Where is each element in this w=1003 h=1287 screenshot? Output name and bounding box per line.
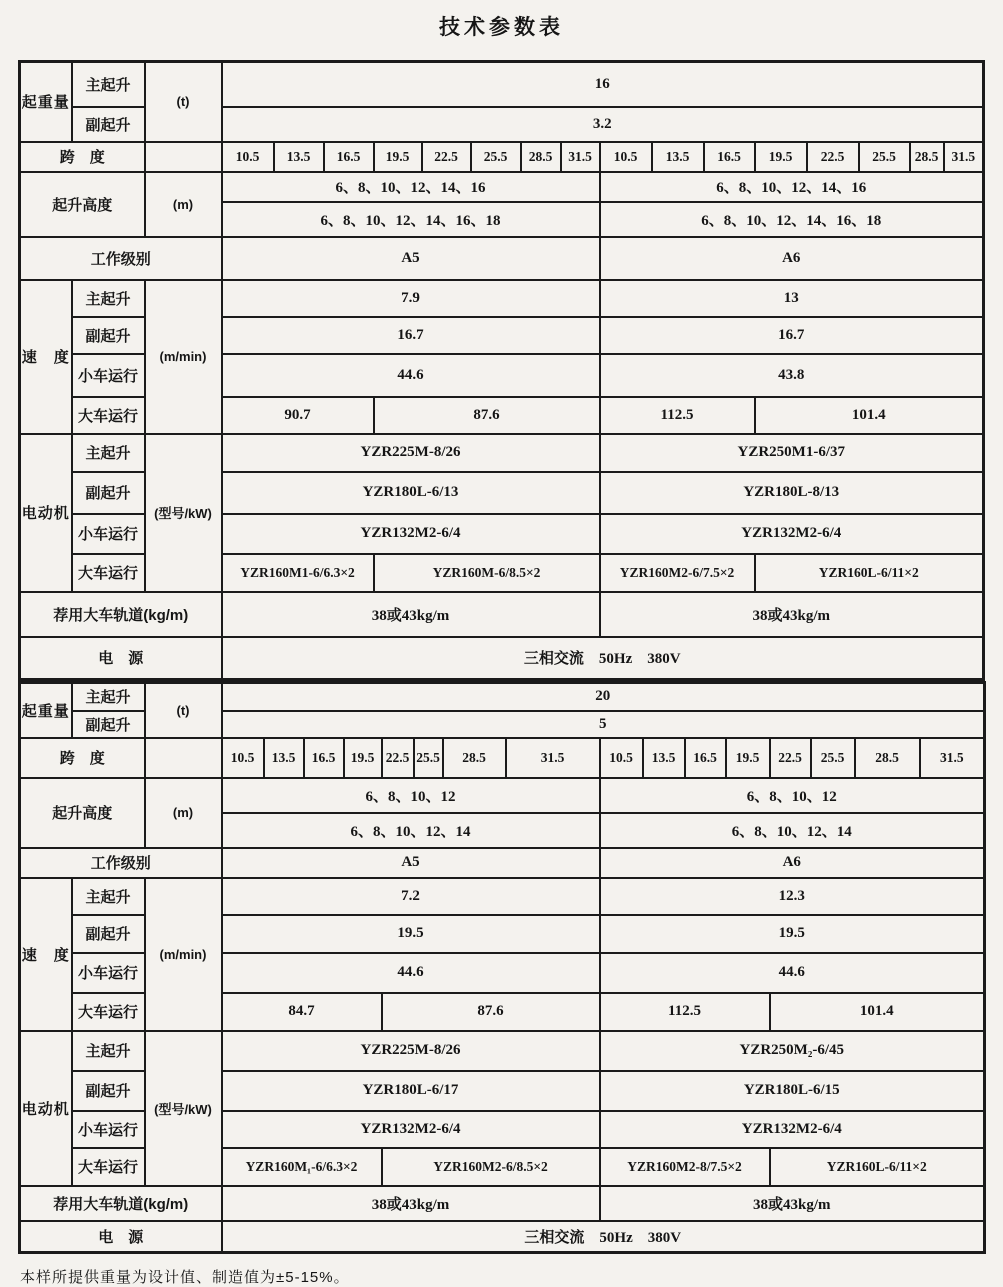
span-value-cell: 16.5 <box>304 738 344 778</box>
span-value-cell: 22.5 <box>422 142 471 172</box>
motor-value: YZR250M1-6/37 <box>600 434 984 472</box>
motor-value: YZR132M2-6/4 <box>600 514 984 554</box>
power-value: 三相交流 50Hz 380V <box>222 1221 985 1253</box>
trolley-travel-label: 小车运行 <box>72 354 145 397</box>
rail-value: 38或43kg/m <box>600 1186 985 1221</box>
span-value-cell: 31.5 <box>944 142 984 172</box>
trolley-travel-label: 小车运行 <box>72 1111 145 1148</box>
rail-value: 38或43kg/m <box>222 592 600 637</box>
motor-value: YZR160M2-8/7.5×2 <box>600 1148 770 1186</box>
lift-height-label: 起升高度 <box>20 172 145 237</box>
span-value-cell: 10.5 <box>222 738 264 778</box>
span-value-cell: 25.5 <box>859 142 910 172</box>
motor-value: YZR160M1-6/6.3×2 <box>222 554 374 592</box>
unit-model-kw-label: (型号/kW) <box>145 434 222 592</box>
crane-travel-label: 大车运行 <box>72 554 145 592</box>
duty-class-value: A5 <box>222 848 600 878</box>
rail-label: 荐用大车轨道(kg/m) <box>20 1186 222 1221</box>
power-label: 电 源 <box>20 637 222 680</box>
motor-value: YZR160M2-6/7.5×2 <box>600 554 755 592</box>
speed-value: 44.6 <box>222 953 600 993</box>
footer-note: 本样所提供重量为设计值、制造值为±5-15%。 <box>20 1269 350 1286</box>
span-value-cell: 28.5 <box>855 738 920 778</box>
speed-group-label: 速 度 <box>20 878 72 1031</box>
span-value-cell: 25.5 <box>811 738 855 778</box>
span-unit-cell <box>145 738 222 778</box>
duty-class-value: A6 <box>600 848 985 878</box>
unit-model-kw-label: (型号/kW) <box>145 1031 222 1186</box>
lift-height-values: 6、8、10、12、14、16、18 <box>222 202 600 237</box>
span-value-cell: 16.5 <box>704 142 755 172</box>
aux-hoist-label: 副起升 <box>72 915 145 953</box>
unit-m-label: (m) <box>145 172 222 237</box>
span-label: 跨 度 <box>20 142 145 172</box>
lift-height-values: 6、8、10、12、14、16 <box>222 172 600 202</box>
span-value-cell: 13.5 <box>264 738 304 778</box>
lift-height-label: 起升高度 <box>20 778 145 848</box>
table-row <box>20 592 984 637</box>
speed-value: 112.5 <box>600 397 755 434</box>
span-value-cell: 13.5 <box>643 738 685 778</box>
main-capacity-value: 16 <box>222 62 984 107</box>
span-value-cell: 13.5 <box>652 142 704 172</box>
span-value-cell: 31.5 <box>920 738 985 778</box>
span-value-cell: 10.5 <box>222 142 274 172</box>
main-hoist-label: 主起升 <box>72 62 145 107</box>
duty-class-label: 工作级别 <box>20 848 222 878</box>
table-row <box>20 1186 985 1221</box>
table-row <box>20 878 985 915</box>
lift-height-values: 6、8、10、12、14 <box>222 813 600 848</box>
span-value-cell: 19.5 <box>726 738 770 778</box>
span-value-cell: 13.5 <box>274 142 324 172</box>
speed-value: 16.7 <box>600 317 984 354</box>
table-row <box>20 434 984 472</box>
table-row <box>20 142 984 172</box>
table-row <box>20 280 984 317</box>
span-value-cell: 25.5 <box>471 142 521 172</box>
aux-hoist-label: 副起升 <box>72 317 145 354</box>
lift-height-values: 6、8、10、12 <box>600 778 985 813</box>
unit-m-min-label: (m/min) <box>145 280 222 434</box>
motor-value: YZR180L-6/13 <box>222 472 600 514</box>
span-value-cell: 31.5 <box>561 142 600 172</box>
aux-hoist-label: 副起升 <box>72 711 145 738</box>
speed-value: 19.5 <box>600 915 985 953</box>
motor-value: YZR250M₂-6/45 <box>600 1031 985 1071</box>
rail-value: 38或43kg/m <box>222 1186 600 1221</box>
unit-t-label: (t) <box>145 683 222 738</box>
aux-capacity-value: 5 <box>222 711 985 738</box>
main-hoist-label: 主起升 <box>72 683 145 711</box>
span-value-cell: 19.5 <box>374 142 422 172</box>
motor-value: YZR132M2-6/4 <box>222 1111 600 1148</box>
lift-height-values: 6、8、10、12 <box>222 778 600 813</box>
speed-value: 87.6 <box>374 397 600 434</box>
lift-height-values: 6、8、10、12、14、16、18 <box>600 202 984 237</box>
trolley-travel-label: 小车运行 <box>72 514 145 554</box>
table-row <box>20 1221 985 1253</box>
lift-height-values: 6、8、10、12、14、16 <box>600 172 984 202</box>
aux-capacity-value: 3.2 <box>222 107 984 142</box>
table-row <box>20 778 985 813</box>
span-unit-cell <box>145 142 222 172</box>
table-row <box>20 172 984 202</box>
span-value-cell: 16.5 <box>324 142 374 172</box>
power-value: 三相交流 50Hz 380V <box>222 637 984 680</box>
rail-label: 荐用大车轨道(kg/m) <box>20 592 222 637</box>
speed-value: 19.5 <box>222 915 600 953</box>
speed-value: 7.2 <box>222 878 600 915</box>
span-value-cell: 10.5 <box>600 142 652 172</box>
span-value-cell: 19.5 <box>755 142 807 172</box>
power-label: 电 源 <box>20 1221 222 1253</box>
span-value-cell: 22.5 <box>382 738 414 778</box>
spec-table-16t <box>18 60 985 681</box>
speed-group-label: 速 度 <box>20 280 72 434</box>
span-value-cell: 22.5 <box>807 142 859 172</box>
speed-value: 101.4 <box>755 397 984 434</box>
speed-value: 7.9 <box>222 280 600 317</box>
speed-value: 12.3 <box>600 878 985 915</box>
span-value-cell: 28.5 <box>443 738 506 778</box>
motor-value: YZR180L-6/15 <box>600 1071 985 1111</box>
span-value-cell: 28.5 <box>521 142 561 172</box>
span-label: 跨 度 <box>20 738 145 778</box>
unit-m-min-label: (m/min) <box>145 878 222 1031</box>
table-row <box>20 738 985 778</box>
duty-class-value: A5 <box>222 237 600 280</box>
motor-value: YZR160M₁-6/6.3×2 <box>222 1148 382 1186</box>
speed-value: 101.4 <box>770 993 985 1031</box>
span-value-cell: 25.5 <box>414 738 443 778</box>
duty-class-value: A6 <box>600 237 984 280</box>
main-hoist-label: 主起升 <box>72 280 145 317</box>
spec-table-20t <box>18 681 986 1254</box>
motor-group-label: 电动机 <box>20 434 72 592</box>
motor-value: YZR180L-8/13 <box>600 472 984 514</box>
table-row <box>20 637 984 680</box>
crane-travel-label: 大车运行 <box>72 993 145 1031</box>
table-row <box>20 237 984 280</box>
motor-value: YZR132M2-6/4 <box>222 514 600 554</box>
aux-hoist-label: 副起升 <box>72 1071 145 1111</box>
main-hoist-label: 主起升 <box>72 1031 145 1071</box>
table-row <box>20 848 985 878</box>
main-capacity-value: 20 <box>222 683 985 711</box>
speed-value: 84.7 <box>222 993 382 1031</box>
lift-height-values: 6、8、10、12、14 <box>600 813 985 848</box>
motor-value: YZR160L-6/11×2 <box>770 1148 985 1186</box>
aux-hoist-label: 副起升 <box>72 472 145 514</box>
span-value-cell: 10.5 <box>600 738 643 778</box>
motor-value: YZR132M2-6/4 <box>600 1111 985 1148</box>
motor-value: YZR160M2-6/8.5×2 <box>382 1148 600 1186</box>
speed-value: 112.5 <box>600 993 770 1031</box>
main-hoist-label: 主起升 <box>72 434 145 472</box>
trolley-travel-label: 小车运行 <box>72 953 145 993</box>
span-value-cell: 16.5 <box>685 738 726 778</box>
rail-value: 38或43kg/m <box>600 592 984 637</box>
crane-travel-label: 大车运行 <box>72 397 145 434</box>
table-row <box>20 1031 985 1071</box>
crane-travel-label: 大车运行 <box>72 1148 145 1186</box>
speed-value: 90.7 <box>222 397 374 434</box>
motor-group-label: 电动机 <box>20 1031 72 1186</box>
motor-value: YZR225M-8/26 <box>222 1031 600 1071</box>
span-value-cell: 28.5 <box>910 142 944 172</box>
capacity-group-label: 起重量 <box>20 683 72 738</box>
span-value-cell: 19.5 <box>344 738 382 778</box>
speed-value: 44.6 <box>222 354 600 397</box>
table-row <box>20 62 984 107</box>
motor-value: YZR160M-6/8.5×2 <box>374 554 600 592</box>
speed-value: 87.6 <box>382 993 600 1031</box>
motor-value: YZR160L-6/11×2 <box>755 554 984 592</box>
speed-value: 44.6 <box>600 953 985 993</box>
speed-value: 13 <box>600 280 984 317</box>
capacity-group-label: 起重量 <box>20 62 72 142</box>
page-title: 技术参数表 <box>439 16 564 39</box>
unit-m-label: (m) <box>145 778 222 848</box>
speed-value: 16.7 <box>222 317 600 354</box>
aux-hoist-label: 副起升 <box>72 107 145 142</box>
span-value-cell: 31.5 <box>506 738 600 778</box>
speed-value: 43.8 <box>600 354 984 397</box>
motor-value: YZR225M-8/26 <box>222 434 600 472</box>
main-hoist-label: 主起升 <box>72 878 145 915</box>
duty-class-label: 工作级别 <box>20 237 222 280</box>
table-row <box>20 683 985 711</box>
span-value-cell: 22.5 <box>770 738 811 778</box>
unit-t-label: (t) <box>145 62 222 142</box>
motor-value: YZR180L-6/17 <box>222 1071 600 1111</box>
